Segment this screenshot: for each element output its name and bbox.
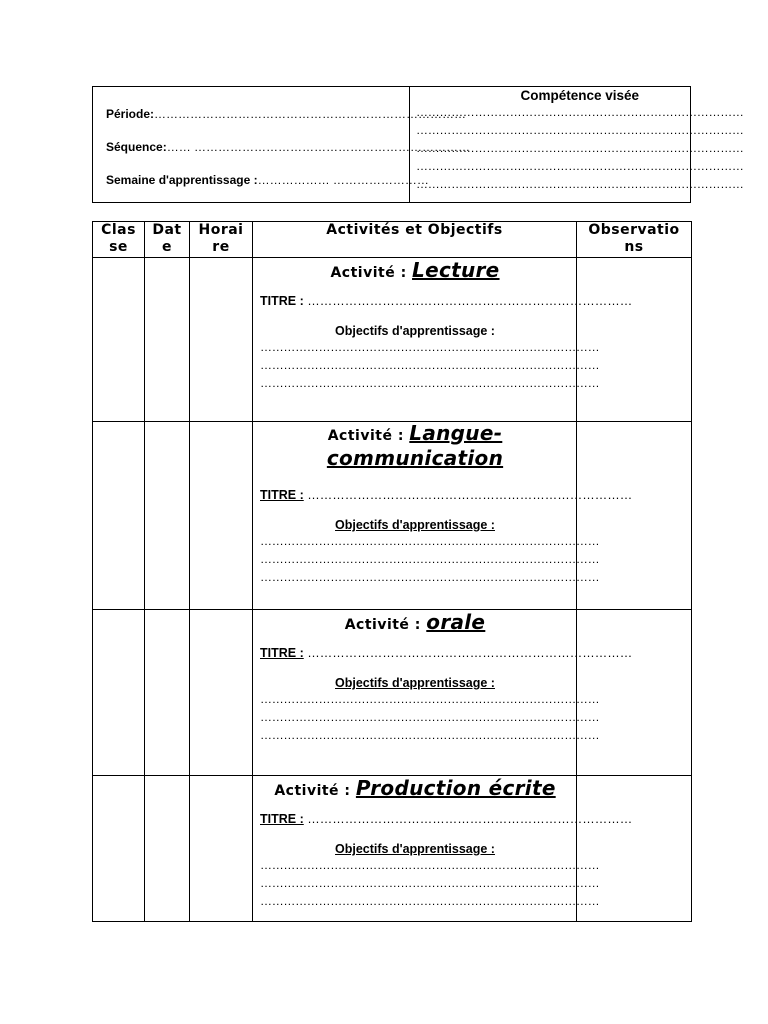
date-header-text: Dat e (152, 222, 182, 255)
classe-header-text: Clas se (101, 222, 136, 255)
column-header-observations (577, 222, 692, 258)
competence-line: ………………………………………………………………………… (416, 123, 744, 137)
objectifs-heading: Objectifs d'apprentissage : (335, 676, 495, 690)
objectif-line: …………………………………………………………………………… (260, 858, 600, 872)
activites-header-text: Activités et Objectifs (326, 222, 503, 238)
activite-name: Lecture (412, 258, 500, 282)
sequence-label: Séquence: (106, 140, 167, 154)
header-box (92, 86, 744, 203)
periode-field (106, 107, 467, 140)
table-row (93, 610, 692, 776)
objectifs-heading: Objectifs d'apprentissage : (335, 842, 495, 856)
horaire-cell (190, 422, 253, 610)
titre-label: TITRE : (260, 488, 304, 502)
classe-cell (93, 776, 145, 922)
objectifs-heading: Objectifs d'apprentissage : (335, 324, 495, 338)
semaine-dots: ……………… …………………… (257, 173, 429, 187)
column-header-classe (93, 222, 145, 258)
activite-cell (253, 421, 633, 610)
horaire-header-text: Horai re (198, 222, 244, 255)
observations-header-text: Observatio ns (588, 222, 680, 255)
competence-line: ………………………………………………………………………… (416, 159, 744, 173)
objectif-line: …………………………………………………………………………… (260, 340, 600, 354)
titre-field (260, 812, 633, 826)
competence-line: ………………………………………………………………………… (416, 177, 744, 191)
competence-title: Compétence visée (520, 88, 640, 103)
titre-label: TITRE : (260, 294, 304, 308)
titre-dots: …………………………………………………………………… (307, 294, 633, 308)
classe-cell (93, 258, 145, 422)
activite-cell (253, 776, 633, 922)
activite-cell (253, 258, 633, 422)
objectif-line: …………………………………………………………………………… (260, 894, 600, 908)
semaine-field (106, 173, 429, 206)
competence-box (410, 87, 750, 202)
periode-label: Période: (106, 107, 155, 121)
objectif-line: …………………………………………………………………………… (260, 570, 600, 584)
objectif-line: …………………………………………………………………………… (260, 728, 600, 742)
date-cell (145, 258, 190, 422)
activite-prefix: Activité : (344, 617, 421, 633)
table-row (93, 258, 692, 422)
objectif-line: …………………………………………………………………………… (260, 876, 600, 890)
titre-label: TITRE : (260, 812, 304, 826)
date-cell (145, 422, 190, 610)
column-header-date (145, 222, 190, 258)
activite-cell (253, 610, 633, 776)
activite-heading (260, 776, 570, 800)
periode-dots: …………………………………………………………………… (154, 107, 467, 121)
activite-heading (260, 610, 570, 634)
date-cell (145, 610, 190, 776)
objectif-line: …………………………………………………………………………… (260, 358, 600, 372)
horaire-cell (190, 258, 253, 422)
sequence-field (106, 140, 471, 173)
activite-name: orale (426, 610, 486, 634)
titre-dots: …………………………………………………………………… (307, 646, 633, 660)
titre-field (260, 488, 633, 502)
planning-table (92, 221, 692, 922)
competence-line: ………………………………………………………………………… (416, 105, 744, 119)
sequence-dots: …… …………………………………………………………… (166, 140, 471, 154)
titre-dots: …………………………………………………………………… (307, 488, 633, 502)
activite-name: Langue-communication (326, 421, 504, 470)
objectif-line: …………………………………………………………………………… (260, 552, 600, 566)
horaire-cell (190, 610, 253, 776)
activite-heading (260, 422, 570, 472)
competence-line: ………………………………………………………………………… (416, 141, 744, 155)
classe-cell (93, 422, 145, 610)
classe-cell (93, 610, 145, 776)
column-header-activites (253, 222, 577, 258)
objectif-line: …………………………………………………………………………… (260, 376, 600, 390)
table-row (93, 776, 692, 922)
activite-prefix: Activité : (274, 783, 351, 799)
activite-name: Production écrite (355, 776, 556, 800)
activite-prefix: Activité : (327, 428, 404, 444)
header-left (93, 87, 471, 202)
objectif-line: …………………………………………………………………………… (260, 692, 600, 706)
objectif-line: …………………………………………………………………………… (260, 534, 600, 548)
titre-dots: …………………………………………………………………… (307, 812, 633, 826)
activite-heading (260, 258, 570, 282)
horaire-cell (190, 776, 253, 922)
objectif-line: …………………………………………………………………………… (260, 710, 600, 724)
column-header-horaire (190, 222, 253, 258)
semaine-label: Semaine d'apprentissage : (106, 173, 258, 187)
date-cell (145, 776, 190, 922)
objectifs-heading: Objectifs d'apprentissage : (335, 518, 495, 532)
titre-field (260, 294, 633, 308)
table-row (93, 422, 692, 610)
titre-label: TITRE : (260, 646, 304, 660)
activite-prefix: Activité : (330, 265, 407, 281)
titre-field (260, 646, 633, 660)
